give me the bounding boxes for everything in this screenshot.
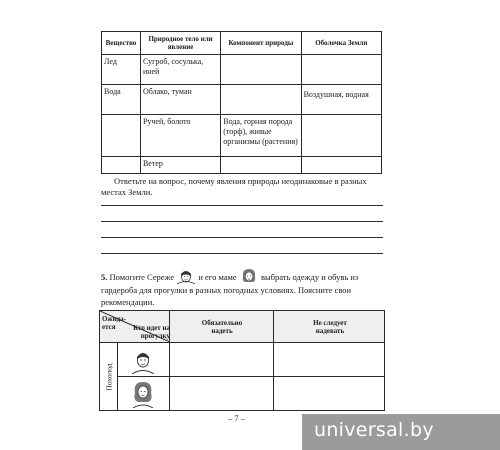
table-cell[interactable] bbox=[301, 115, 381, 157]
header-must-wear: Обязательно надеть bbox=[201, 319, 243, 335]
question-text: Ответьте на вопрос, почему явления природы неодинаковые в разных местах Земли. bbox=[101, 176, 367, 197]
page-number: – 7 – bbox=[228, 413, 245, 423]
table-cell: Лед bbox=[102, 55, 141, 85]
table-row bbox=[102, 85, 382, 115]
season-label: Похолод bbox=[104, 363, 113, 391]
woman-face-icon bbox=[239, 268, 259, 284]
table-cell[interactable] bbox=[301, 157, 381, 174]
answer-line[interactable] bbox=[101, 253, 383, 254]
task-text-part1: Помогите Сереже bbox=[109, 272, 175, 282]
task-text-part2: и его маме bbox=[198, 272, 237, 282]
table-cell[interactable] bbox=[221, 157, 301, 174]
table-cell: Ручей, болото bbox=[140, 115, 220, 157]
table-cell: Вода bbox=[102, 85, 141, 115]
clothing-table bbox=[99, 310, 385, 411]
woman-face-icon bbox=[130, 380, 156, 412]
answer-cell-mother-not[interactable] bbox=[274, 377, 383, 410]
table-cell[interactable] bbox=[102, 157, 141, 174]
header-shell: Оболочка Земли bbox=[301, 32, 381, 55]
table-cell: Ветер bbox=[140, 157, 220, 174]
table-header-row bbox=[102, 32, 382, 55]
answer-line[interactable] bbox=[101, 237, 383, 238]
answer-cell-boy-must[interactable] bbox=[170, 343, 272, 376]
table-cell: Вода, горная порода (торф), живые организмы (растения) bbox=[221, 115, 301, 157]
nature-table bbox=[101, 31, 382, 174]
corner-expected: Ожида-ется bbox=[102, 315, 127, 331]
answer-line[interactable] bbox=[101, 205, 383, 206]
boy-face-icon bbox=[130, 348, 156, 378]
header-natural-body: Природное тело или явление bbox=[140, 32, 220, 55]
answer-line[interactable] bbox=[101, 221, 383, 222]
boy-face-icon bbox=[176, 268, 196, 284]
table-cell[interactable] bbox=[221, 85, 301, 115]
table-row bbox=[102, 157, 382, 174]
header-component: Компонент природы bbox=[221, 32, 301, 55]
answer-cell-boy-not[interactable] bbox=[274, 343, 383, 376]
answer-cell-mother-must[interactable] bbox=[170, 377, 272, 410]
table-row bbox=[102, 55, 382, 85]
task-number: 5. bbox=[101, 272, 108, 282]
table-cell[interactable] bbox=[301, 55, 381, 85]
table-cell: Воздушная, водная bbox=[301, 85, 381, 115]
header-substance: Вещество bbox=[102, 32, 141, 55]
table-cell: Облако, туман bbox=[140, 85, 220, 115]
table-cell[interactable] bbox=[221, 55, 301, 85]
table-cell: Сугроб, сосулька, иней bbox=[140, 55, 220, 85]
corner-who: Кто идет на прогулку bbox=[133, 324, 170, 340]
watermark-text: universal.by bbox=[314, 419, 434, 441]
table-row bbox=[102, 115, 382, 157]
task-text-part3: выбрать одежду и обувь из гардероба для прогулки в разных погодных условиях. Поясните свои рекомендации. bbox=[101, 272, 359, 307]
table-cell[interactable] bbox=[102, 115, 141, 157]
watermark bbox=[302, 414, 500, 450]
task-5 bbox=[101, 268, 384, 308]
header-should-not-wear: Не следует надевать bbox=[313, 319, 347, 335]
